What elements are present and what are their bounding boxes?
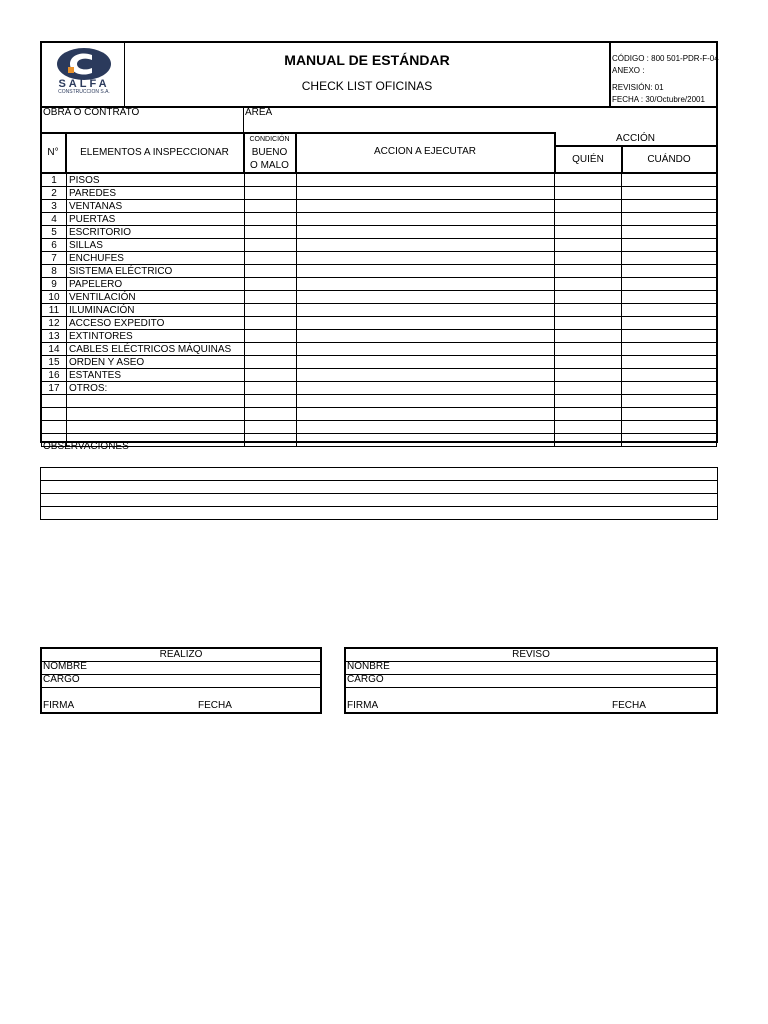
- row-accion-cell[interactable]: [296, 174, 554, 187]
- row-cuando-cell[interactable]: [622, 187, 717, 200]
- row-condicion-cell[interactable]: [244, 213, 296, 226]
- table-row: [42, 187, 717, 200]
- row-element: PAPELERO: [66, 278, 244, 291]
- row-element: ENCHUFES: [66, 252, 244, 265]
- row-element: EXTINTORES: [66, 330, 244, 343]
- table-row: [42, 343, 717, 356]
- table-row: [42, 395, 717, 408]
- table-row: [42, 304, 717, 317]
- row-accion-cell[interactable]: [296, 369, 554, 382]
- row-condicion-cell[interactable]: [244, 174, 296, 187]
- row-element: SILLAS: [66, 239, 244, 252]
- row-accion-cell[interactable]: [296, 200, 554, 213]
- table-row: [42, 265, 717, 278]
- table-row: [42, 382, 717, 395]
- checklist-table: [41, 173, 717, 447]
- col-header-accion: ACCIÓN: [616, 133, 655, 144]
- row-condicion-cell[interactable]: [244, 343, 296, 356]
- row-element: VENTANAS: [66, 200, 244, 213]
- row-accion-cell[interactable]: [296, 395, 554, 408]
- row-cuando-cell[interactable]: [622, 265, 717, 278]
- row-element: PAREDES: [66, 187, 244, 200]
- row-quien-cell[interactable]: [555, 239, 622, 252]
- row-element: CABLES ELÉCTRICOS MÁQUINAS: [66, 343, 244, 356]
- row-condicion-cell[interactable]: [244, 252, 296, 265]
- row-number: 6: [42, 239, 67, 252]
- reviso-rule-2: [345, 674, 717, 675]
- realizo-fecha-label: FECHA: [198, 700, 232, 711]
- row-condicion-cell[interactable]: [244, 200, 296, 213]
- reviso-rule-1: [345, 661, 717, 662]
- row-cuando-cell[interactable]: [622, 252, 717, 265]
- row-number: 12: [42, 317, 67, 330]
- checklist-body: [42, 174, 717, 447]
- row-quien-cell[interactable]: [555, 174, 622, 187]
- row-element: PISOS: [66, 174, 244, 187]
- row-quien-cell[interactable]: [555, 382, 622, 395]
- form-right-border-2: [716, 133, 718, 173]
- row-cuando-cell[interactable]: [622, 317, 717, 330]
- row-quien-cell[interactable]: [555, 330, 622, 343]
- col-header-condicion: CONDICIÓN: [249, 136, 290, 143]
- reviso-cargo-label: CARGO: [347, 674, 384, 685]
- row-condicion-cell[interactable]: [244, 239, 296, 252]
- col-header-quien: QUIÉN: [572, 154, 604, 165]
- table-row: [42, 226, 717, 239]
- logo-text: SALFA: [58, 78, 110, 90]
- form-right-border: [716, 107, 718, 134]
- row-accion-cell[interactable]: [296, 265, 554, 278]
- row-quien-cell[interactable]: [555, 213, 622, 226]
- row-condicion-cell[interactable]: [244, 395, 296, 408]
- row-number: 16: [42, 369, 67, 382]
- row-condicion-cell[interactable]: [244, 278, 296, 291]
- observaciones-line-1[interactable]: [40, 480, 718, 481]
- row-condicion-cell[interactable]: [244, 408, 296, 421]
- row-number: 11: [42, 304, 67, 317]
- row-cuando-cell[interactable]: [622, 213, 717, 226]
- table-row: [42, 369, 717, 382]
- table-row: [42, 317, 717, 330]
- row-condicion-cell[interactable]: [244, 330, 296, 343]
- row-quien-cell[interactable]: [555, 252, 622, 265]
- row-accion-cell[interactable]: [296, 317, 554, 330]
- row-accion-cell[interactable]: [296, 252, 554, 265]
- col-header-bueno: BUENO: [251, 147, 288, 158]
- col-header-numero: N°: [47, 147, 59, 158]
- row-cuando-cell[interactable]: [622, 200, 717, 213]
- row-element: ESTANTES: [66, 369, 244, 382]
- row-cuando-cell[interactable]: [622, 330, 717, 343]
- row-cuando-cell[interactable]: [622, 343, 717, 356]
- row-quien-cell[interactable]: [555, 200, 622, 213]
- row-accion-cell[interactable]: [296, 408, 554, 421]
- reviso-nombre-label: NONBRE: [347, 661, 390, 672]
- row-element: PUERTAS: [66, 213, 244, 226]
- table-row: [42, 278, 717, 291]
- row-accion-cell[interactable]: [296, 330, 554, 343]
- row-accion-cell[interactable]: [296, 278, 554, 291]
- anexo-text: ANEXO :: [612, 66, 645, 75]
- row-cuando-cell[interactable]: [622, 369, 717, 382]
- row-element: ORDEN Y ASEO: [66, 356, 244, 369]
- row-number: 8: [42, 265, 67, 278]
- form-left-border: [40, 107, 42, 134]
- row-condicion-cell[interactable]: [244, 356, 296, 369]
- row-cuando-cell[interactable]: [622, 239, 717, 252]
- table-row: [42, 200, 717, 213]
- row-quien-cell[interactable]: [555, 421, 622, 434]
- row-number: 15: [42, 356, 67, 369]
- reviso-rule-3: [345, 687, 717, 688]
- fecha-text: FECHA : 30/Octubre/2001: [612, 95, 705, 104]
- row-accion-cell[interactable]: [296, 421, 554, 434]
- row-cuando-cell[interactable]: [622, 382, 717, 395]
- row-number: 5: [42, 226, 67, 239]
- header-divider-right: [609, 42, 611, 107]
- row-number: 13: [42, 330, 67, 343]
- realizo-rule-3: [41, 687, 321, 688]
- row-accion-cell[interactable]: [296, 239, 554, 252]
- row-quien-cell[interactable]: [555, 304, 622, 317]
- row-condicion-cell[interactable]: [244, 291, 296, 304]
- row-quien-cell[interactable]: [555, 369, 622, 382]
- row-number: 17: [42, 382, 67, 395]
- row-cuando-cell[interactable]: [622, 395, 717, 408]
- row-condicion-cell[interactable]: [244, 369, 296, 382]
- row-number: 4: [42, 213, 67, 226]
- table-top-rule: [40, 132, 556, 134]
- table-row: [42, 291, 717, 304]
- row-element: [66, 421, 244, 434]
- row-cuando-cell[interactable]: [622, 226, 717, 239]
- realizo-cargo-label: CARGO: [43, 674, 80, 685]
- row-condicion-cell[interactable]: [244, 382, 296, 395]
- table-row: [42, 213, 717, 226]
- row-accion-cell[interactable]: [296, 434, 554, 447]
- row-quien-cell[interactable]: [555, 395, 622, 408]
- row-condicion-cell[interactable]: [244, 434, 296, 447]
- company-logo: [52, 46, 116, 102]
- accion-under-rule: [554, 145, 718, 147]
- realizo-firma-label: FIRMA: [43, 700, 75, 711]
- row-accion-cell[interactable]: [296, 382, 554, 395]
- row-number: 14: [42, 343, 67, 356]
- table-row: [42, 330, 717, 343]
- table-row: [42, 434, 717, 447]
- row-accion-cell[interactable]: [296, 187, 554, 200]
- row-condicion-cell[interactable]: [244, 265, 296, 278]
- row-quien-cell[interactable]: [555, 226, 622, 239]
- logo-subtext: CONSTRUCCION S.A.: [58, 89, 110, 95]
- observaciones-line-2[interactable]: [40, 493, 718, 494]
- header-divider-left: [124, 42, 125, 107]
- row-element: ESCRITORIO: [66, 226, 244, 239]
- observaciones-line-3[interactable]: [40, 506, 718, 507]
- row-number: [42, 395, 67, 408]
- table-row: [42, 356, 717, 369]
- row-number: [42, 421, 67, 434]
- row-quien-cell[interactable]: [555, 278, 622, 291]
- row-cuando-cell[interactable]: [622, 434, 717, 447]
- row-number: 9: [42, 278, 67, 291]
- realizo-rule-2: [41, 674, 321, 675]
- col-header-o-malo: O MALO: [250, 160, 289, 171]
- row-quien-cell[interactable]: [555, 291, 622, 304]
- row-accion-cell[interactable]: [296, 304, 554, 317]
- row-quien-cell[interactable]: [555, 408, 622, 421]
- table-row: [42, 421, 717, 434]
- row-quien-cell[interactable]: [555, 356, 622, 369]
- table-row: [42, 174, 717, 187]
- row-element: OTROS:: [66, 382, 244, 395]
- row-cuando-cell[interactable]: [622, 174, 717, 187]
- realizo-title: REALIZO: [159, 649, 203, 660]
- row-cuando-cell[interactable]: [622, 421, 717, 434]
- row-number: 10: [42, 291, 67, 304]
- revision-text: REVISIÓN: 01: [612, 83, 664, 92]
- table-row: [42, 408, 717, 421]
- reviso-title: REVISO: [512, 649, 550, 660]
- row-number: 7: [42, 252, 67, 265]
- row-condicion-cell[interactable]: [244, 187, 296, 200]
- row-accion-cell[interactable]: [296, 213, 554, 226]
- row-number: 1: [42, 174, 67, 187]
- reviso-firma-label: FIRMA: [347, 700, 379, 711]
- table-row: [42, 252, 717, 265]
- col-header-accion-ejecutar: ACCION A EJECUTAR: [373, 146, 477, 157]
- obra-contrato-label: OBRA O CONTRATO: [43, 107, 140, 118]
- row-accion-cell[interactable]: [296, 291, 554, 304]
- realizo-nombre-label: NOMBRE: [43, 661, 87, 672]
- row-element: [66, 408, 244, 421]
- row-element: SISTEMA ELÉCTRICO: [66, 265, 244, 278]
- row-accion-cell[interactable]: [296, 343, 554, 356]
- col-header-elementos: ELEMENTOS A INSPECCIONAR: [80, 147, 229, 158]
- row-number: 2: [42, 187, 67, 200]
- row-cuando-cell[interactable]: [622, 408, 717, 421]
- observaciones-label: OBSERVACIONES: [43, 441, 129, 452]
- document-title: MANUAL DE ESTÁNDAR: [284, 52, 450, 68]
- row-accion-cell[interactable]: [296, 226, 554, 239]
- row-cuando-cell[interactable]: [622, 291, 717, 304]
- col-header-cuando: CUÁNDO: [647, 154, 691, 165]
- row-cuando-cell[interactable]: [622, 356, 717, 369]
- row-condicion-cell[interactable]: [244, 226, 296, 239]
- row-quien-cell[interactable]: [555, 265, 622, 278]
- row-number: 3: [42, 200, 67, 213]
- table-row: [42, 239, 717, 252]
- row-quien-cell[interactable]: [555, 434, 622, 447]
- row-element: ILUMINACIÓN: [66, 304, 244, 317]
- row-quien-cell[interactable]: [555, 317, 622, 330]
- row-accion-cell[interactable]: [296, 356, 554, 369]
- row-quien-cell[interactable]: [555, 343, 622, 356]
- row-quien-cell[interactable]: [555, 187, 622, 200]
- row-element: ACCESO EXPEDITO: [66, 317, 244, 330]
- row-cuando-cell[interactable]: [622, 278, 717, 291]
- area-label: ÁREA: [245, 107, 273, 118]
- row-number: [42, 408, 67, 421]
- row-condicion-cell[interactable]: [244, 421, 296, 434]
- row-element: VENTILACIÓN: [66, 291, 244, 304]
- row-cuando-cell[interactable]: [622, 304, 717, 317]
- row-condicion-cell[interactable]: [244, 304, 296, 317]
- obra-area-divider: [243, 107, 244, 134]
- document-subtitle: CHECK LIST OFICINAS: [301, 79, 433, 93]
- reviso-fecha-label: FECHA: [612, 700, 646, 711]
- codigo-text: CÓDIGO : 800 501-PDR-F-04: [612, 54, 719, 63]
- row-condicion-cell[interactable]: [244, 317, 296, 330]
- row-element: [66, 395, 244, 408]
